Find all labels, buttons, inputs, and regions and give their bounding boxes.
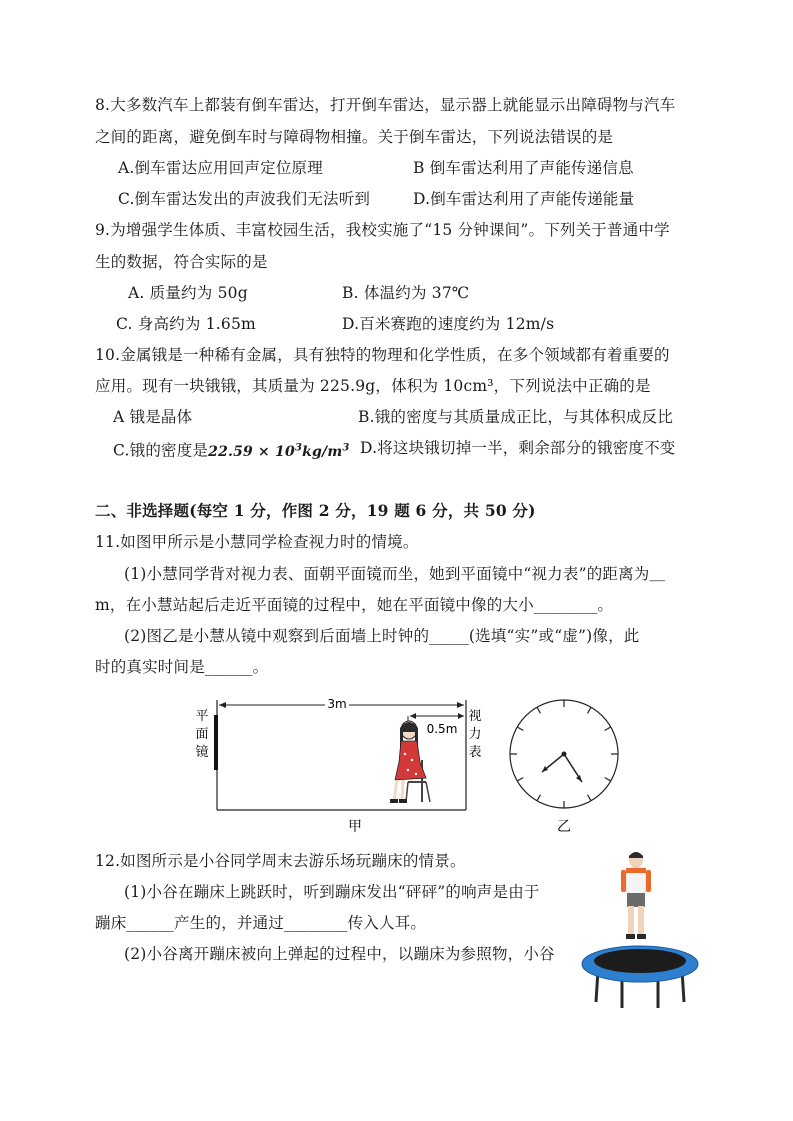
q8-option-d: D.倒车雷达利用了声能传递能量 <box>413 190 635 208</box>
trampoline <box>582 946 698 1008</box>
q9-option-a: A. 质量约为 50g <box>128 284 248 302</box>
q9-stem-line1: 9.为增强学生体质、丰富校园生活，我校实施了“15 分钟课间”。下列关于普通中学 <box>95 221 670 239</box>
q9-option-b: B. 体温约为 37℃ <box>342 284 470 302</box>
q12-stem: 12.如图所示是小谷同学周末去游乐场玩蹦床的情景。 <box>95 852 466 870</box>
distance-3m-label: 3m <box>327 697 347 711</box>
distance-05m-label: 0.5m <box>426 722 458 736</box>
chart-label-3: 表 <box>468 745 482 760</box>
q9-stem-line2: 生的数据，符合实际的是 <box>95 253 268 271</box>
q12-part2-line1: (2)小谷离开蹦床被向上弹起的过程中，以蹦床为参照物，小谷 <box>124 945 555 963</box>
q8-stem-line2: 之间的距离，避免倒车时与障碍物相撞。关于倒车雷达，下列说法错误的是 <box>95 128 614 146</box>
mirror-label-3: 镜 <box>195 745 209 760</box>
q10-option-a: A 锇是晶体 <box>113 408 193 426</box>
q8-option-a: A.倒车雷达应用回声定位原理 <box>118 159 323 177</box>
mirror-surface <box>214 715 218 770</box>
q10-option-b: B.锇的密度与其质量成正比，与其体积成反比 <box>358 408 674 426</box>
q10-stem-line2: 应用。现有一块锇锇，其质量为 225.9g，体积为 10cm³，下列说法中正确的是 <box>95 377 651 395</box>
q11-part1-line1: (1)小慧同学背对视力表、面朝平面镜而坐，她到平面镜中“视力表”的距离为＿ <box>124 565 666 583</box>
q8-stem-line1: 8.大多数汽车上都装有倒车雷达，打开倒车雷达，显示器上就能显示出障碍物与汽车 <box>95 96 676 114</box>
q8-option-b: B 倒车雷达利用了声能传递信息 <box>413 159 634 177</box>
clock-illustration <box>510 700 618 808</box>
q9-option-d: D.百米赛跑的速度约为 12m/s <box>342 315 555 333</box>
q10-stem-line1: 10.金属锇是一种稀有金属，具有独特的物理和化学性质，在多个领域都有着重要的 <box>95 346 670 364</box>
q11-figure <box>190 690 630 840</box>
q10-option-d: D.将这块锇切掉一半，剩余部分的锇密度不变 <box>360 439 676 457</box>
mirror-label-2: 面 <box>195 727 209 742</box>
arrowhead-left <box>219 702 226 708</box>
q10-option-c <box>113 438 350 462</box>
q10-option-c-prefix: C.锇的密度是 <box>113 441 209 460</box>
mirror-label-1: 平 <box>195 709 209 724</box>
caption-jia: 甲 <box>348 819 362 835</box>
q9-option-c: C. 身高约为 1.65m <box>116 315 256 333</box>
boy-figure <box>621 852 651 939</box>
q11-part1-line2: m，在小慧站起后走近平面镜的过程中，她在平面镜中像的大小________。 <box>95 596 614 614</box>
caption-yi: 乙 <box>557 819 571 835</box>
chart-label-2: 力 <box>468 727 482 742</box>
section2-heading: 二、非选择题(每空 1 分，作图 2 分，19 题 6 分，共 50 分) <box>95 501 536 520</box>
chart-label-1: 视 <box>468 709 482 724</box>
q11-part2-line2: 时的真实时间是______。 <box>95 658 269 676</box>
girl-sitting-illustration <box>390 721 430 803</box>
trampoline-illustration <box>578 848 700 1013</box>
q10-density-formula: $22.59 \times 10^3kg/m^3$ <box>208 442 350 460</box>
arrowhead-right <box>457 702 464 708</box>
q11-part2-line1: (2)图乙是小慧从镜中观察到后面墙上时钟的_____(选填“实”或“虚”)像，此 <box>124 627 640 645</box>
q8-option-c: C.倒车雷达发出的声波我们无法听到 <box>118 190 371 208</box>
q11-stem: 11.如图甲所示是小慧同学检查视力时的情境。 <box>95 533 419 551</box>
q12-part1-line2: 蹦床______产生的，并通过________传入人耳。 <box>95 914 427 932</box>
q12-part1-line1: (1)小谷在蹦床上跳跃时，听到蹦床发出“砰砰”的响声是由于 <box>124 883 540 901</box>
